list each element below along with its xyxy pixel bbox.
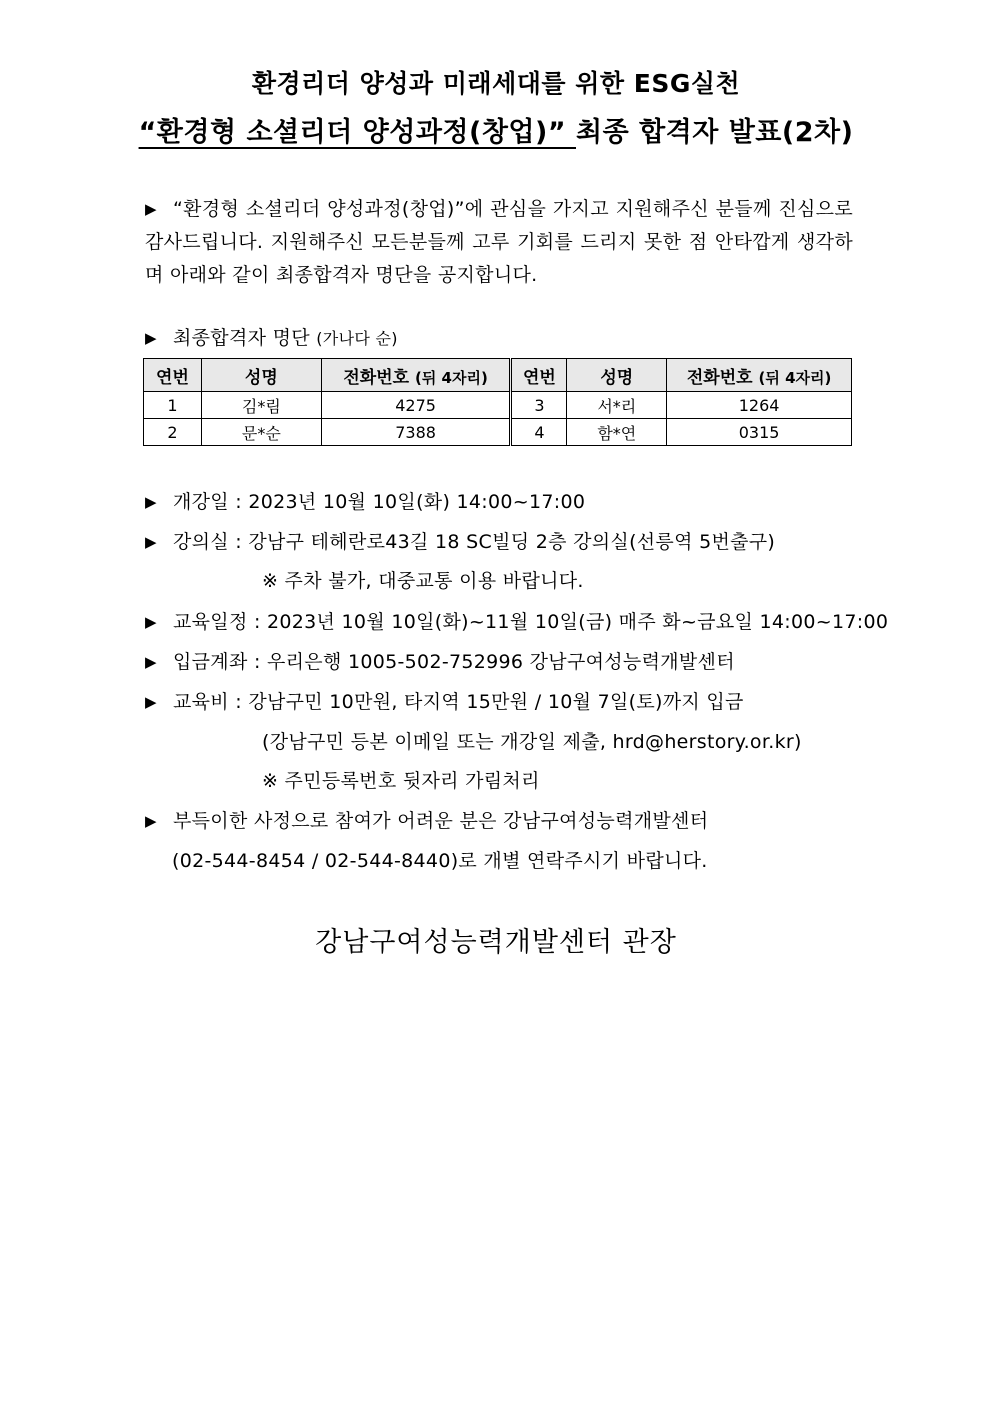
cell-name: 김*림 bbox=[201, 392, 321, 419]
bullet-icon: ▶ bbox=[145, 653, 157, 671]
contact-info: ▶ 부득이한 사정으로 참여가 어려운 분은 강남구여성능력개발센터 bbox=[145, 810, 709, 832]
bullet-icon: ▶ bbox=[145, 693, 157, 711]
cell-name: 서*리 bbox=[567, 392, 667, 419]
cell-phone: 7388 bbox=[321, 419, 511, 446]
table-header-row bbox=[144, 359, 852, 392]
contact-phone: (02-544-8454 / 02-544-8440)로 개별 연락주시기 바랍니다. bbox=[172, 850, 708, 872]
cell-name: 함*연 bbox=[567, 419, 667, 446]
id-masking-note: ※ 주민등록번호 뒷자리 가림처리 bbox=[262, 770, 540, 792]
table-row bbox=[144, 419, 852, 446]
bullet-icon: ▶ bbox=[145, 200, 157, 218]
classroom-location: ▶ 강의실 : 강남구 테헤란로43길 18 SC빌딩 2층 강의실(선릉역 5번출구) bbox=[145, 531, 776, 553]
announcement-label: 최종 합격자 발표(2차) bbox=[576, 117, 854, 148]
signature: 강남구여성능력개발센터 관장 bbox=[315, 927, 677, 958]
course-name-underlined: “환경형 소셜리더 양성과정(창업)” bbox=[138, 117, 576, 148]
cell-name: 문*순 bbox=[201, 419, 321, 446]
cell-number: 3 bbox=[511, 392, 567, 419]
col-name: 성명 bbox=[201, 359, 321, 392]
bullet-icon: ▶ bbox=[145, 812, 157, 830]
cell-phone: 4275 bbox=[321, 392, 511, 419]
col-number: 연번 bbox=[144, 359, 202, 392]
education-schedule: ▶ 교육일정 : 2023년 10월 10일(화)~11월 10일(금) 매주 화~금요일 14:00~17:00 bbox=[145, 611, 889, 633]
opening-date: ▶ 개강일 : 2023년 10월 10일(화) 14:00~17:00 bbox=[145, 491, 586, 513]
col-number: 연번 bbox=[511, 359, 567, 392]
fee-note: (강남구민 등본 이메일 또는 개강일 제출, hrd@herstory.or.kr) bbox=[262, 731, 802, 753]
parking-note: ※ 주차 불가, 대중교통 이용 바랍니다. bbox=[262, 570, 584, 592]
finalists-table bbox=[143, 358, 852, 446]
cell-phone: 1264 bbox=[667, 392, 852, 419]
bullet-icon: ▶ bbox=[145, 533, 157, 551]
title-line-2 bbox=[0, 110, 992, 149]
bullet-icon: ▶ bbox=[145, 329, 157, 347]
cell-phone: 0315 bbox=[667, 419, 852, 446]
roster-heading bbox=[145, 323, 398, 350]
roster-heading-text: 최종합격자 명단 bbox=[173, 327, 310, 349]
col-phone: 전화번호 (뒤 4자리) bbox=[667, 359, 852, 392]
bullet-icon: ▶ bbox=[145, 493, 157, 511]
col-phone: 전화번호 (뒤 4자리) bbox=[321, 359, 511, 392]
roster-heading-note: (가나다 순) bbox=[316, 329, 398, 348]
title-line-1: 환경리더 양성과 미래세대를 위한 ESG실천 bbox=[251, 69, 741, 98]
cell-number: 1 bbox=[144, 392, 202, 419]
cell-number: 4 bbox=[511, 419, 567, 446]
intro-paragraph bbox=[145, 193, 853, 292]
cell-number: 2 bbox=[144, 419, 202, 446]
intro-text: “환경형 소셜리더 양성과정(창업)”에 관심을 가지고 지원해주신 분들께 진심으로 감사드립니다. 지원해주신 모든분들께 고루 기회를 드리지 못한 점 안타깝게 생각하며 아래와 같이 최종합격자 명단을 공지합니다. bbox=[145, 198, 853, 286]
deposit-account: ▶ 입금계좌 : 우리은행 1005-502-752996 강남구여성능력개발센터 bbox=[145, 651, 735, 673]
bullet-icon: ▶ bbox=[145, 613, 157, 631]
tuition-fee: ▶ 교육비 : 강남구민 10만원, 타지역 15만원 / 10월 7일(토)까지 입금 bbox=[145, 691, 744, 713]
col-name: 성명 bbox=[567, 359, 667, 392]
table-row bbox=[144, 392, 852, 419]
